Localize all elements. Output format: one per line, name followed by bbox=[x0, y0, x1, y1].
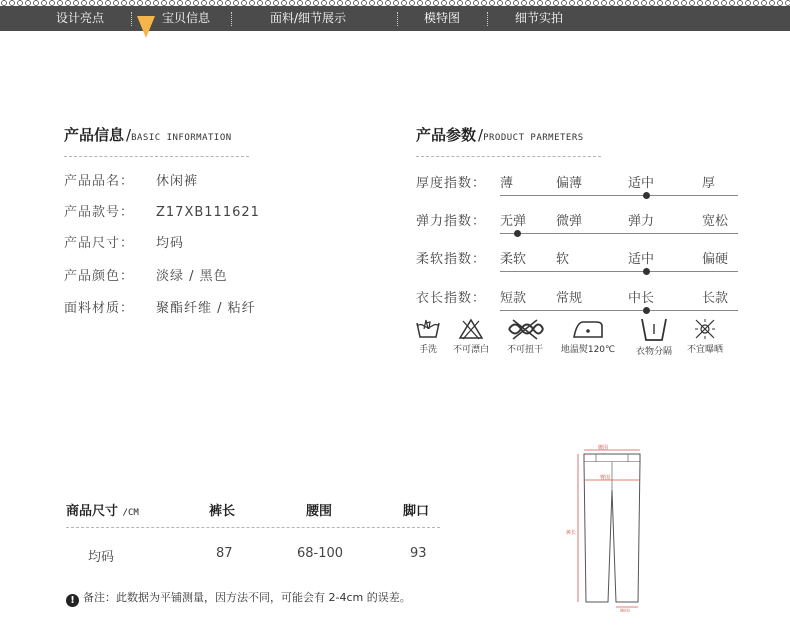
info-label: 产品品名： bbox=[64, 174, 135, 189]
info-divider bbox=[64, 156, 249, 157]
care-label: 衣物分隔 bbox=[635, 347, 672, 357]
info-label: 产品尺寸： bbox=[64, 236, 135, 251]
info-row-material bbox=[64, 297, 256, 316]
info-label: 产品款号： bbox=[64, 205, 135, 220]
param-option: 适中 bbox=[628, 176, 655, 191]
params-section-title bbox=[416, 124, 584, 145]
info-value: 均码 bbox=[156, 236, 185, 251]
param-option: 柔软 bbox=[500, 252, 527, 267]
info-label: 面料材质： bbox=[64, 301, 135, 316]
param-selected-dot-icon bbox=[643, 192, 650, 199]
param-row bbox=[416, 172, 756, 202]
pants-measurement-diagram bbox=[556, 440, 656, 616]
care-low-iron bbox=[558, 318, 618, 355]
params-title-en: PRODUCT PARMETERS bbox=[483, 133, 584, 143]
size-header-waist: 腰围 bbox=[306, 504, 333, 519]
nav-separator bbox=[487, 12, 488, 26]
nav-tab-design[interactable]: 设计亮点 bbox=[56, 11, 105, 25]
info-value: Z17XB111621 bbox=[156, 205, 260, 220]
param-option: 短款 bbox=[500, 291, 527, 306]
active-tab-pointer-icon bbox=[137, 16, 155, 38]
nav-separator bbox=[397, 12, 398, 26]
info-title-cn: 产品信息 bbox=[64, 126, 125, 144]
no-sun-dry-icon bbox=[692, 318, 718, 340]
param-option: 薄 bbox=[500, 176, 514, 191]
size-table-divider bbox=[66, 527, 440, 528]
param-scale-line bbox=[500, 233, 738, 234]
info-value: 休闲裤 bbox=[156, 174, 199, 189]
top-nav bbox=[0, 0, 790, 31]
nav-separator bbox=[131, 12, 132, 26]
separate-wash-icon bbox=[639, 318, 669, 342]
care-label: 地温熨120℃ bbox=[560, 345, 616, 355]
info-label: 产品颜色： bbox=[64, 269, 135, 284]
param-label: 弹力指数： bbox=[416, 214, 487, 229]
param-label: 衣长指数： bbox=[416, 291, 487, 306]
pants-outline-icon bbox=[556, 440, 656, 612]
params-divider bbox=[416, 156, 601, 157]
param-selected-dot-icon bbox=[514, 230, 521, 237]
info-value: 淡绿 / 黑色 bbox=[156, 269, 228, 284]
warning-icon: ! bbox=[66, 594, 79, 607]
param-option: 无弹 bbox=[500, 214, 527, 229]
param-label: 厚度指数： bbox=[416, 176, 487, 191]
info-row-style-no bbox=[64, 201, 260, 220]
param-option: 偏薄 bbox=[556, 176, 583, 191]
param-selected-dot-icon bbox=[643, 268, 650, 275]
info-section-title bbox=[64, 124, 232, 145]
param-option: 弹力 bbox=[628, 214, 655, 229]
info-row-name bbox=[64, 170, 198, 189]
title-slash: / bbox=[478, 126, 484, 144]
nav-tab-info[interactable]: 宝贝信息 bbox=[162, 11, 211, 25]
title-slash: / bbox=[126, 126, 132, 144]
info-title-en: BASIC INFORMATION bbox=[131, 133, 232, 143]
param-option: 微弹 bbox=[556, 214, 583, 229]
care-label: 手洗 bbox=[418, 345, 437, 355]
param-option: 厚 bbox=[702, 176, 716, 191]
care-label: 不可漂白 bbox=[452, 345, 489, 355]
hand-wash-icon bbox=[415, 318, 441, 340]
size-header-length: 裤长 bbox=[209, 504, 236, 519]
size-unit: /CM bbox=[122, 508, 139, 518]
size-cell-hem: 93 bbox=[410, 546, 427, 561]
low-iron-icon bbox=[571, 318, 605, 340]
diagram-label-hem: 脚围 bbox=[620, 609, 631, 612]
care-label: 不宜曝晒 bbox=[686, 345, 723, 355]
param-option: 软 bbox=[556, 252, 570, 267]
nav-tab-model[interactable]: 模特图 bbox=[424, 11, 461, 25]
param-row bbox=[416, 248, 756, 278]
diagram-label-length: 裤长 bbox=[566, 530, 577, 536]
size-cell-length: 87 bbox=[216, 546, 233, 561]
params-title-cn: 产品参数 bbox=[416, 126, 477, 144]
param-option: 偏硬 bbox=[702, 252, 729, 267]
info-value: 聚酯纤维 / 粘纤 bbox=[156, 301, 256, 316]
param-label: 柔软指数： bbox=[416, 252, 487, 267]
note-text: 备注：此数据为平铺测量，因方法不同，可能会有 2-4cm 的误差。 bbox=[83, 591, 411, 604]
size-title-text: 商品尺寸 bbox=[66, 504, 119, 519]
nav-tab-fabric[interactable]: 面料/细节展示 bbox=[270, 11, 347, 25]
param-scale-line bbox=[500, 271, 738, 272]
diagram-label-hip: 臀围 bbox=[600, 475, 611, 481]
size-cell-waist: 68-100 bbox=[297, 546, 344, 561]
param-option: 适中 bbox=[628, 252, 655, 267]
no-wring-icon bbox=[505, 318, 545, 340]
info-row-color bbox=[64, 265, 228, 284]
nav-band bbox=[0, 6, 790, 31]
param-option: 常规 bbox=[556, 291, 583, 306]
care-no-sun-dry bbox=[675, 318, 735, 355]
nav-tab-detail[interactable]: 细节实拍 bbox=[515, 11, 564, 25]
nav-separator bbox=[231, 12, 232, 26]
no-bleach-icon bbox=[458, 318, 484, 340]
care-no-wring bbox=[495, 318, 555, 355]
care-label: 不可扭干 bbox=[506, 345, 543, 355]
param-option: 中长 bbox=[628, 291, 655, 306]
param-scale-line bbox=[500, 310, 738, 311]
info-row-size bbox=[64, 232, 184, 251]
measurement-note bbox=[66, 589, 411, 607]
param-selected-dot-icon bbox=[643, 307, 650, 314]
diagram-label-waist: 腰围 bbox=[598, 445, 609, 451]
param-option: 宽松 bbox=[702, 214, 729, 229]
param-row bbox=[416, 210, 756, 240]
size-header-hem: 脚口 bbox=[403, 504, 430, 519]
param-row bbox=[416, 287, 756, 317]
size-table-title bbox=[66, 500, 139, 519]
size-cell-size: 均码 bbox=[88, 550, 115, 565]
param-scale-line bbox=[500, 195, 738, 196]
param-option: 长款 bbox=[702, 291, 729, 306]
care-no-bleach bbox=[441, 318, 501, 355]
